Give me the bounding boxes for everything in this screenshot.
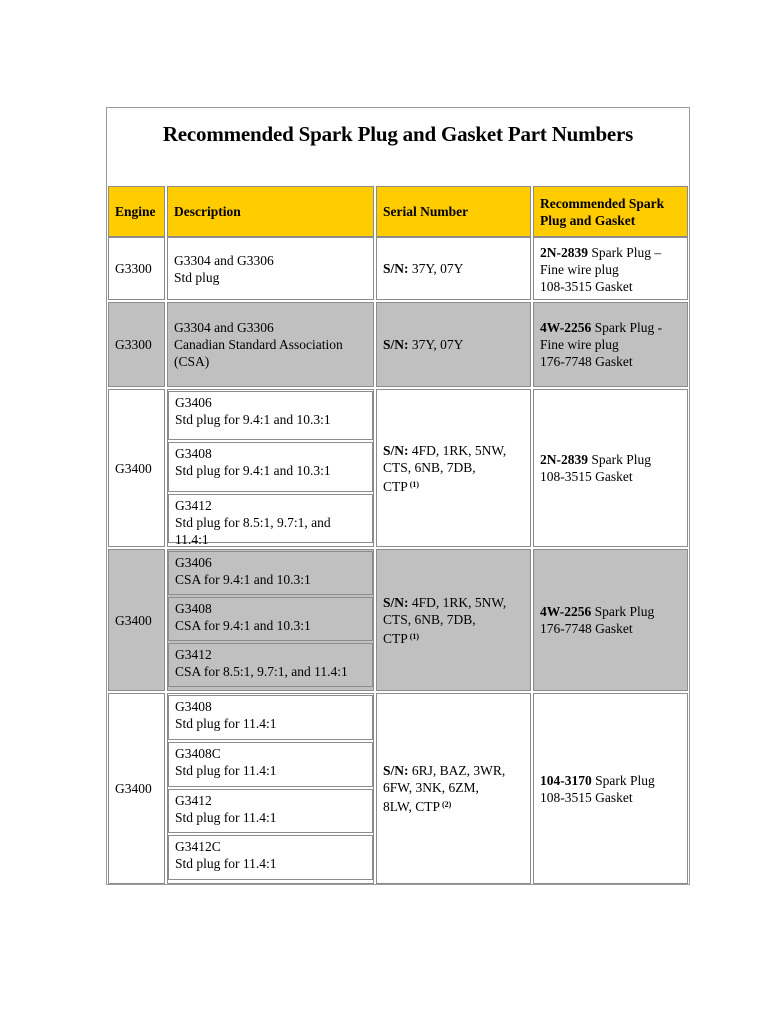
description-line: Std plug for 9.4:1 and 10.3:1: [175, 463, 331, 479]
description-line: 11.4:1: [175, 531, 209, 547]
serial-text: [383, 336, 463, 353]
recommended-text: [540, 603, 654, 637]
engine-label: G3300: [115, 337, 152, 352]
description-subcell: [168, 695, 373, 740]
description-text: [174, 319, 343, 370]
spark-plug-part-number: 2N-2839: [540, 245, 588, 260]
recommended-line: Fine wire plug: [540, 337, 619, 352]
recommended-cell: [533, 237, 688, 300]
description-line: G3412: [175, 497, 212, 513]
footnote-marker: (2): [440, 800, 452, 809]
description-line: Std plug for 11.4:1: [175, 856, 277, 872]
recommended-cell: [533, 693, 688, 884]
spark-plug-label: Spark Plug –: [588, 245, 662, 260]
description-line: G3406: [175, 395, 212, 410]
engine-label: G3400: [115, 781, 152, 796]
recommended-cell: [533, 302, 688, 387]
serial-text: [383, 594, 506, 647]
description-line: Canadian Standard Association: [174, 337, 343, 352]
description-subcell: [168, 391, 373, 440]
serial-cell: [376, 693, 531, 884]
description-line: (CSA): [174, 354, 210, 369]
serial-line: CTS, 6NB, 7DB,: [383, 611, 476, 627]
description-line: Std plug for 11.4:1: [175, 716, 277, 731]
header-description: [167, 186, 374, 237]
header-serial-label: Serial Number: [383, 204, 469, 219]
description-line: G3304 and G3306: [174, 252, 274, 268]
serial-prefix: S/N:: [383, 442, 409, 458]
recommended-line: 108-3515 Gasket: [540, 789, 633, 805]
recommended-cell: [533, 549, 688, 691]
header-engine-label: Engine: [115, 204, 156, 219]
engine-cell: [108, 302, 165, 387]
description-line: G3408: [175, 601, 212, 616]
recommended-line: 108-3515 Gasket: [540, 279, 633, 294]
serial-text: [383, 260, 463, 277]
recommended-line: 176-7748 Gasket: [540, 354, 633, 369]
serial-prefix: S/N:: [383, 261, 409, 276]
engine-label: G3400: [115, 460, 152, 476]
recommended-text: [540, 319, 662, 370]
spark-plug-part-number: 2N-2839: [540, 452, 588, 467]
description-line: G3406: [175, 555, 212, 570]
header-engine: [108, 186, 165, 237]
recommended-text: [540, 451, 651, 485]
serial-line: 4FD, 1RK, 5NW,: [408, 442, 507, 458]
description-line: Std plug for 8.5:1, 9.7:1, and: [175, 514, 331, 530]
recommended-line: 108-3515 Gasket: [540, 469, 633, 484]
serial-cell: [376, 237, 531, 300]
serial-text: [383, 442, 506, 495]
parts-table-frame: [106, 107, 690, 885]
page-title: Recommended Spark Plug and Gasket Part Numbers: [162, 122, 634, 146]
description-cell: [167, 237, 374, 300]
serial-line: CTS, 6NB, 7DB,: [383, 459, 476, 475]
spark-plug-label: Spark Plug -: [591, 320, 663, 335]
description-line: Std plug for 9.4:1 and 10.3:1: [175, 412, 331, 427]
engine-cell: [108, 389, 165, 547]
recommended-line: Fine wire plug: [540, 262, 619, 277]
serial-line: CTP: [383, 478, 408, 494]
description-line: G3412: [175, 647, 212, 662]
description-line: CSA for 9.4:1 and 10.3:1: [175, 572, 311, 587]
recommended-text: [540, 772, 655, 806]
description-line: Std plug for 11.4:1: [175, 809, 277, 825]
serial-line: 6RJ, BAZ, 3WR,: [408, 763, 506, 778]
serial-prefix: S/N:: [383, 763, 409, 778]
header-description-label: Description: [174, 204, 241, 219]
recommended-text: [540, 244, 661, 295]
engine-cell: [108, 693, 165, 884]
engine-cell: [108, 549, 165, 691]
description-subcell: [168, 551, 373, 595]
description-line: Std plug: [174, 269, 220, 285]
spark-plug-part-number: 104-3170: [540, 772, 592, 788]
serial-text: [383, 762, 505, 815]
spark-plug-part-number: 4W-2256: [540, 320, 592, 335]
description-text: [174, 252, 274, 286]
serial-cell: [376, 549, 531, 691]
description-line: G3412C: [175, 839, 221, 855]
description-line: G3408: [175, 446, 212, 462]
spark-plug-label: Spark Plug: [591, 772, 655, 788]
header-serial: [376, 186, 531, 237]
spark-plug-part-number: 4W-2256: [540, 604, 592, 619]
serial-line: 6FW, 3NK, 6ZM,: [383, 780, 479, 795]
description-cell: [167, 302, 374, 387]
engine-label: G3300: [115, 261, 152, 276]
serial-line: 8LW, CTP: [383, 799, 441, 814]
spark-plug-label: Spark Plug: [588, 452, 652, 467]
description-subcell: [168, 789, 373, 834]
description-subcell: [168, 494, 373, 547]
engine-cell: [108, 237, 165, 300]
description-subcell: [168, 742, 373, 787]
serial-line: 37Y, 07Y: [408, 337, 464, 352]
serial-line: CTP: [383, 630, 408, 646]
description-subcell: [168, 643, 373, 687]
serial-cell: [376, 389, 531, 547]
spark-plug-label: Spark Plug: [591, 604, 655, 619]
description-line: CSA for 8.5:1, 9.7:1, and 11.4:1: [175, 664, 348, 679]
header-recommended-label: Recommended Spark Plug and Gasket: [540, 195, 665, 228]
description-subcell: [168, 835, 373, 880]
description-line: Std plug for 11.4:1: [175, 762, 277, 778]
serial-line: 4FD, 1RK, 5NW,: [408, 594, 507, 610]
serial-cell: [376, 302, 531, 387]
footnote-marker: (1): [407, 631, 420, 641]
engine-label: G3400: [115, 612, 152, 628]
serial-prefix: S/N:: [383, 594, 409, 610]
header-recommended: [533, 186, 688, 237]
description-line: G3408: [175, 699, 212, 714]
description-subcell: [168, 597, 373, 641]
description-line: G3408C: [175, 745, 221, 761]
recommended-line: 176-7748 Gasket: [540, 621, 633, 636]
description-line: CSA for 9.4:1 and 10.3:1: [175, 618, 311, 633]
description-subcell: [168, 442, 373, 491]
footnote-marker: (1): [407, 479, 420, 489]
serial-line: 37Y, 07Y: [408, 261, 464, 276]
recommended-cell: [533, 389, 688, 547]
serial-prefix: S/N:: [383, 337, 409, 352]
description-line: G3412: [175, 792, 212, 808]
description-line: G3304 and G3306: [174, 320, 274, 335]
